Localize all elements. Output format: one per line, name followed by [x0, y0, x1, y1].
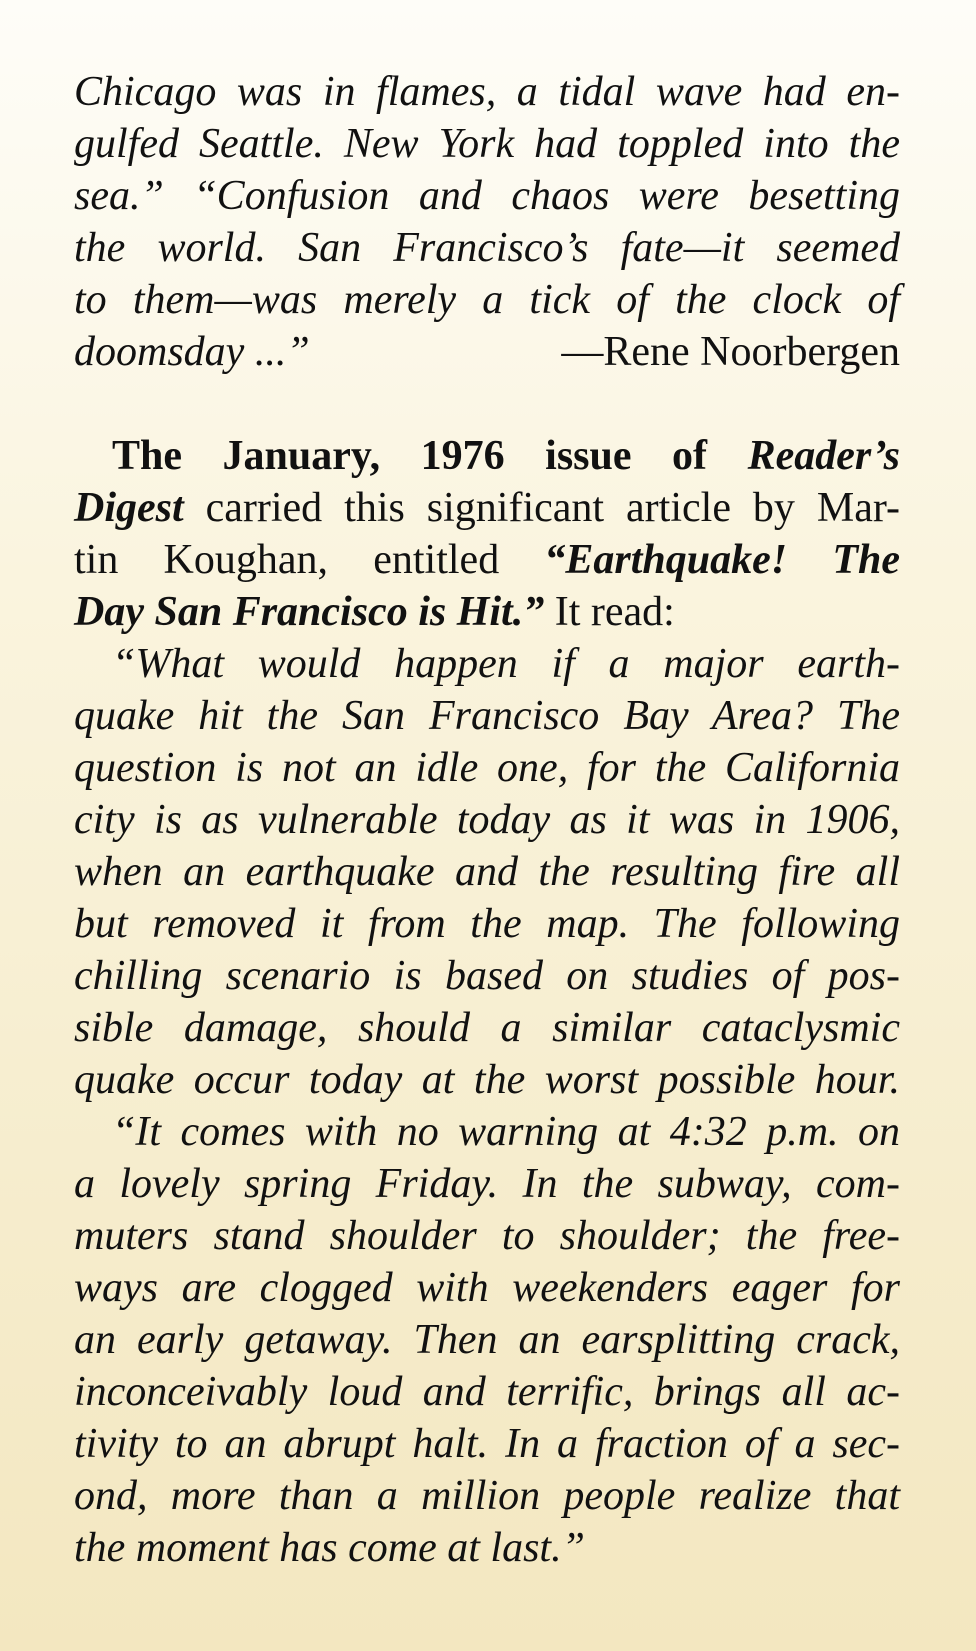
intro-line — [74, 430, 900, 482]
quote-line: question is not an idle one, for the California — [74, 745, 900, 791]
quote-line: Chicago was in flames, a tidal wave had en- — [74, 69, 900, 115]
quote-line: doomsday ...” — [74, 329, 310, 375]
intro-text: It read: — [544, 589, 675, 635]
quote-article-part-1 — [74, 638, 900, 1106]
quote-line: “It comes with no warning at 4:32 p.m. on — [112, 1109, 900, 1155]
article-title: Day San Francisco is Hit.” — [74, 589, 545, 635]
intro-text: tin Koughan, entitled — [74, 537, 545, 583]
quote-line: sea.” “Confusion and chaos were besetting — [74, 173, 900, 219]
quote-line: inconceivably loud and terrific, brings all ac- — [74, 1369, 900, 1415]
intro-line — [74, 586, 900, 638]
quote-line: quake occur today at the worst possible hour. — [74, 1057, 900, 1103]
intro-text: carried this significant article by Mar- — [183, 485, 900, 531]
intro-line — [74, 534, 900, 586]
article-title: “Earthquake! The — [544, 537, 901, 583]
quote-line: tivity to an abrupt halt. In a fraction of a sec- — [74, 1421, 900, 1467]
quote-line: sible damage, should a similar cataclysmic — [74, 1005, 900, 1051]
quote-line: muters stand shoulder to shoulder; the free- — [74, 1213, 900, 1259]
paragraph-spacer — [74, 378, 900, 430]
quote-noorbergen — [74, 66, 900, 378]
quote-line: quake hit the San Francisco Bay Area? The — [74, 693, 900, 739]
magazine-title: Reader’s — [747, 433, 900, 479]
quote-line: gulfed Seattle. New York had toppled into the — [74, 121, 900, 167]
quote-line: “What would happen if a major earth- — [112, 641, 900, 687]
quote-article-part-2 — [74, 1106, 900, 1574]
intro-line — [74, 482, 900, 534]
text-column — [74, 66, 900, 1574]
intro-text: The January, 1976 issue of — [112, 433, 748, 479]
quote-last-line — [74, 326, 900, 378]
quote-line: ways are clogged with weekenders eager for — [74, 1265, 900, 1311]
quote-line: chilling scenario is based on studies of pos- — [74, 953, 900, 999]
magazine-title: Digest — [74, 485, 184, 531]
quote-line: ond, more than a million people realize that — [74, 1473, 900, 1519]
quote-line: the moment has come at last.” — [74, 1525, 585, 1571]
quote-line: a lovely spring Friday. In the subway, com- — [74, 1161, 900, 1207]
quote-line: when an earthquake and the resulting fire all — [74, 849, 900, 895]
quote-line: to them—was merely a tick of the clock of — [74, 277, 900, 323]
attribution: —Rene Noorbergen — [561, 329, 900, 375]
quote-line: city is as vulnerable today as it was in 1906, — [74, 797, 900, 843]
quote-line: but removed it from the map. The following — [74, 901, 900, 947]
intro-paragraph — [74, 430, 900, 638]
quote-line: an early getaway. Then an earsplitting crack, — [74, 1317, 900, 1363]
quote-line: the world. San Francisco’s fate—it seemed — [74, 225, 900, 271]
